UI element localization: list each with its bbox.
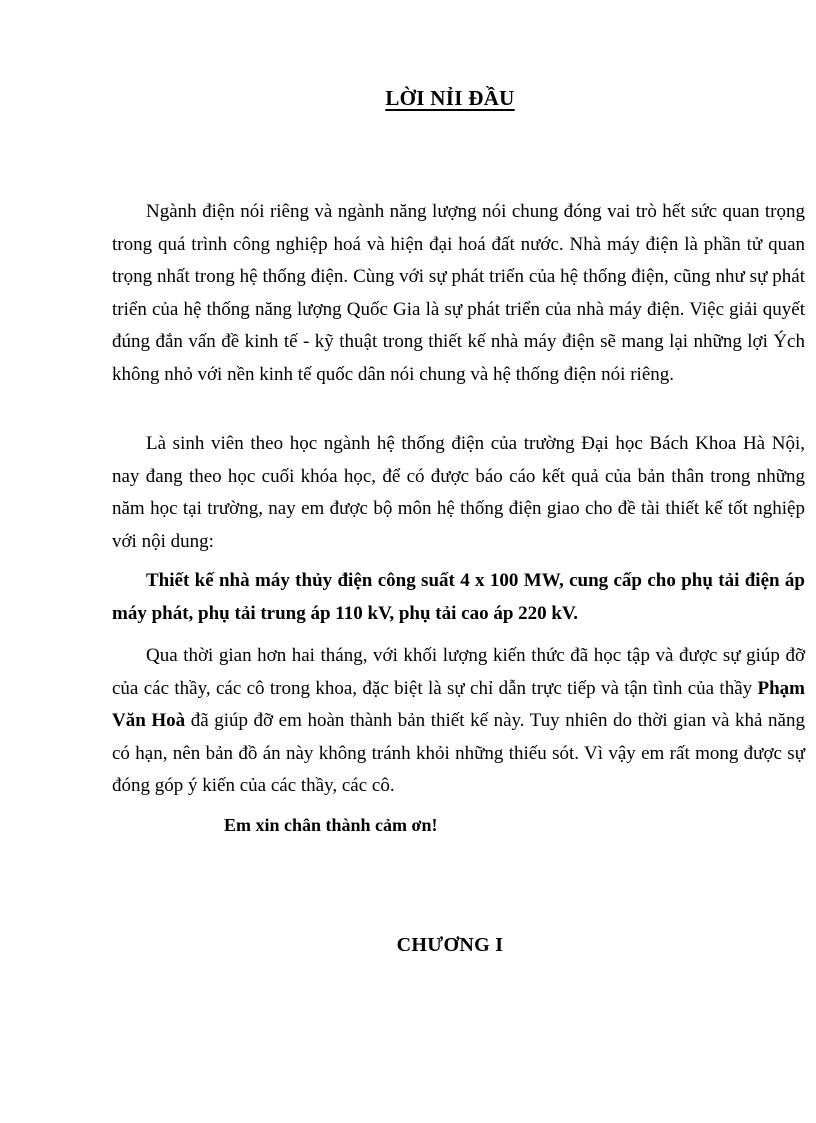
paragraph-text: Ngành điện nói riêng và ngành năng lượng nói chung đóng vai trò hết sức quan trọng trong quá trình công nghiệp hoá và hiện đại hoá đất nước. Nhà máy điện là phần tử quan trọng nhất trong hệ thống điện. Cùng với sự phát triển của hệ thống điện, cũng như sự phát triển của hệ thống năng lượng Quốc Gia là sự phát triển của nhà máy điện. Việc giải quyết đúng đắn vấn đề kinh tế - kỹ thuật trong thiết kế nhà máy điện sẽ mang lại những lợi Ých không nhỏ với nền kinh tế quốc dân nói chung và hệ thống điện nói riêng. — [112, 201, 805, 385]
paragraph-topic — [112, 565, 805, 630]
paragraph-intro — [112, 196, 805, 392]
page-title: LỜI NỈI ĐẦU — [385, 86, 515, 110]
teacher-name: Phạm Văn Hoà — [112, 677, 805, 732]
acknowledgement-text — [112, 640, 805, 803]
closing-line: Em xin chân thành cảm ơn! — [224, 815, 438, 835]
topic-text: Thiết kế nhà máy thủy điện công suất 4 x 100 MW, cung cấp cho phụ tải điện áp máy phát, phụ tải trung áp 110 kV, phụ tải cao áp 220 kV. — [112, 570, 805, 624]
acknowledgement-before: Qua thời gian hơn hai tháng, với khối lượng kiến thức đã học tập và được sự giúp đỡ của các thầy, các cô trong khoa, đặc biệt là sự chỉ dẫn trực tiếp và tận tình của thầy — [112, 645, 805, 699]
paragraph-student — [112, 428, 805, 558]
paragraph-acknowledgement — [112, 640, 805, 803]
chapter-heading: CHƯƠNG I — [396, 934, 504, 956]
paragraph-text: Là sinh viên theo học ngành hệ thống điện của trường Đại học Bách Khoa Hà Nội, nay đang theo học cuối khóa học, để có được báo cáo kết quả của bản thân trong những năm học tại trường, nay em được bộ môn hệ thống điện giao cho đề tài thiết kế tốt nghiệp với nội dung: — [112, 433, 805, 552]
acknowledgement-after: đã giúp đỡ em hoàn thành bản thiết kế này. Tuy nhiên do thời gian và khả năng có hạn, nên bản đồ án này không tránh khỏi những thiếu sót. Vì vậy em rất mong được sự đóng góp ý kiến của các thầy, các cô. — [112, 710, 805, 797]
